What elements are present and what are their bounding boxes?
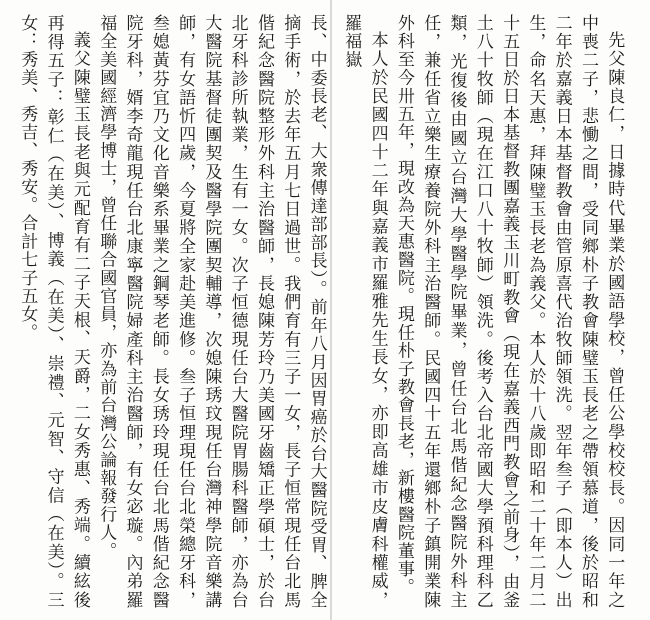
right-page bbox=[332, 0, 650, 620]
paragraph-marriage-start: 本人於民國四十二年與嘉義市羅雅先生長女，亦即高雄市皮膚科權威，羅福嶽 bbox=[341, 14, 388, 609]
right-page-text bbox=[338, 14, 627, 609]
paragraph-father-biography: 先父陳良仁，日據時代畢業於國語學校，曾任公學校校長。因同一年之中喪二子，悲慟之間，受同鄉朴子教會陳璧玉長老之帶領慕道，後於昭和二年於嘉義日本基督教會由管原喜代治牧師領洗。翌年叁子（即本人）出生，命名天惠，拜陳璧玉長老為義父。本人於十八歲即昭和二十年二月二十五日於日本基督教團嘉義玉川町教會（現在嘉義西門教會之前身），由釜土八十牧師（現在江口八十牧師）領洗。後考入台北帝國大學預科理科乙類，光復後由國立台灣大學醫學院畢業，曾任台北馬偕紀念醫院外科主任，兼任省立樂生療養院外科主治醫師。民國四十五年還鄉朴子鎮開業陳外科至今卅五年，現改為天惠醫院。現任朴子教會長老，新樓醫院董事。 bbox=[393, 14, 625, 609]
left-page-text bbox=[14, 14, 330, 609]
paragraph-family: 長、中委長老、大衆傳達部部長）。前年八月因胃癌於台大醫院受胃、脾全摘手術，於去年五月七日過世。我們育有三子一女，長子恒常現任台北馬偕紀念醫院整形外科主治醫師，長媳陳芳玲乃美國牙齒矯正學碩士，於台北牙科診所執業，生有一女。次子恒德現任台大醫院胃腸科醫師，亦為台大醫院基督徒團契及醫學院團契輔導，次媳陳琇玟現任台灣神學院音樂講師，有女語忻四歲，今夏將全家赴美進修。叁子恒理現任台北榮總牙科，叁媳黃芬宜乃文化音樂系畢業之鋼琴老師。長女琇玲現任台北馬偕紀念醫院牙科，婿李奇龍現任台北康寧醫院婦產科主治醫師，有女宓璇。內弟羅福全美國經濟學博士，曾任聯合國官員，亦為前台灣公論報發行人。 bbox=[96, 14, 327, 609]
paragraph-godfather-family: 義父陳璧玉長老與元配育有二子天根、天爵，二女秀惠、秀端。續絃後再得五子：彰仁（在美）、博義（在美）、崇禮、元智、守信（在美）。三女：秀美、秀吉、秀安。合計七子五女。 bbox=[17, 14, 90, 609]
